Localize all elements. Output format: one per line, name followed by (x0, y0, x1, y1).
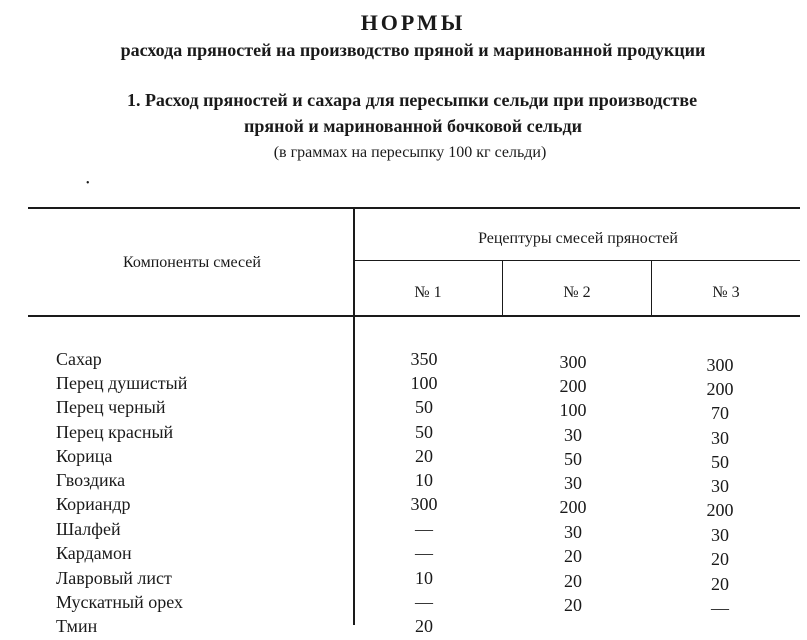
header-recipes: Рецептуры смесей пряностей (478, 230, 678, 247)
row-value-recipe-3: 70 (711, 403, 729, 423)
row-value-recipe-2: 20 (564, 571, 582, 591)
row-value-recipe-1: 50 (415, 397, 433, 417)
header-recipe-3: № 3 (712, 284, 740, 301)
row-value-recipe-1: 20 (415, 446, 433, 466)
table-row (0, 446, 807, 470)
row-component: Лавровый лист (56, 568, 172, 588)
row-value-recipe-3: 30 (711, 525, 729, 545)
table-top-rule (28, 207, 800, 209)
row-value-recipe-3: 30 (711, 428, 729, 448)
table-row (0, 519, 807, 543)
row-value-recipe-2: 30 (564, 473, 582, 493)
row-value-recipe-1: — (415, 543, 433, 563)
row-value-recipe-2: 20 (564, 546, 582, 566)
table-row (0, 592, 807, 616)
row-value-recipe-1: — (415, 592, 433, 612)
row-component: Гвоздика (56, 470, 126, 490)
table-row (0, 373, 807, 397)
row-value-recipe-2: 200 (559, 497, 587, 517)
row-component: Корица (56, 446, 113, 466)
header-recipe-1: № 1 (414, 284, 442, 301)
row-value-recipe-1: 10 (415, 568, 433, 588)
row-value-recipe-3: 20 (711, 574, 729, 594)
header-components: Компоненты смесей (123, 254, 261, 271)
section-heading-line2: пряной и маринованной бочковой сельди (244, 116, 582, 136)
row-value-recipe-1: — (415, 519, 433, 539)
row-component: Перец красный (56, 422, 174, 442)
row-value-recipe-3: 200 (706, 379, 734, 399)
row-component: Тмин (56, 616, 98, 636)
row-value-recipe-3: 200 (706, 500, 734, 520)
row-value-recipe-1: 350 (410, 349, 438, 369)
row-value-recipe-2: 50 (564, 449, 582, 469)
print-speck: • (86, 178, 90, 189)
header-recipe-2: № 2 (563, 284, 591, 301)
row-component: Перец душистый (56, 373, 188, 393)
table-row (0, 470, 807, 494)
row-component: Перец черный (56, 397, 166, 417)
row-value-recipe-2: 200 (559, 376, 587, 396)
row-component: Кардамон (56, 543, 132, 563)
row-value-recipe-2: 300 (559, 352, 587, 372)
table-row (0, 494, 807, 518)
row-value-recipe-1: 100 (410, 373, 438, 393)
document-subtitle: расхода пряностей на производство пряной и маринованной продукции (120, 40, 706, 60)
row-value-recipe-3: 30 (711, 476, 729, 496)
row-value-recipe-2: 100 (559, 400, 587, 420)
table-header-divider (355, 260, 800, 261)
row-component: Сахар (56, 349, 102, 369)
table-header-bottom-rule (28, 315, 800, 317)
table-row (0, 543, 807, 567)
row-value-recipe-1: 20 (415, 616, 433, 636)
row-component: Кориандр (56, 494, 131, 514)
row-value-recipe-1: 10 (415, 470, 433, 490)
row-value-recipe-1: 50 (415, 422, 433, 442)
row-value-recipe-3: 300 (706, 355, 734, 375)
row-component: Мускатный орех (56, 592, 184, 612)
section-heading-line1: 1. Расход пряностей и сахара для пересыпки сельди при производстве (126, 90, 698, 110)
row-value-recipe-3: — (711, 598, 729, 618)
row-component: Шалфей (56, 519, 121, 539)
row-value-recipe-2: 20 (564, 595, 582, 615)
row-value-recipe-1: 300 (410, 494, 438, 514)
table-row (0, 397, 807, 421)
row-value-recipe-2: 30 (564, 425, 582, 445)
table-column-divider-3 (651, 261, 652, 316)
row-value-recipe-3: 50 (711, 452, 729, 472)
units-note: (в граммах на пересыпку 100 кг сельди) (273, 144, 547, 161)
table-row (0, 568, 807, 592)
row-value-recipe-2: 30 (564, 522, 582, 542)
table-row (0, 349, 807, 373)
table-row (0, 616, 807, 640)
document-title: НОРМЫ (360, 10, 466, 35)
table-column-divider-2 (502, 261, 503, 316)
table-row (0, 422, 807, 446)
row-value-recipe-3: 20 (711, 549, 729, 569)
